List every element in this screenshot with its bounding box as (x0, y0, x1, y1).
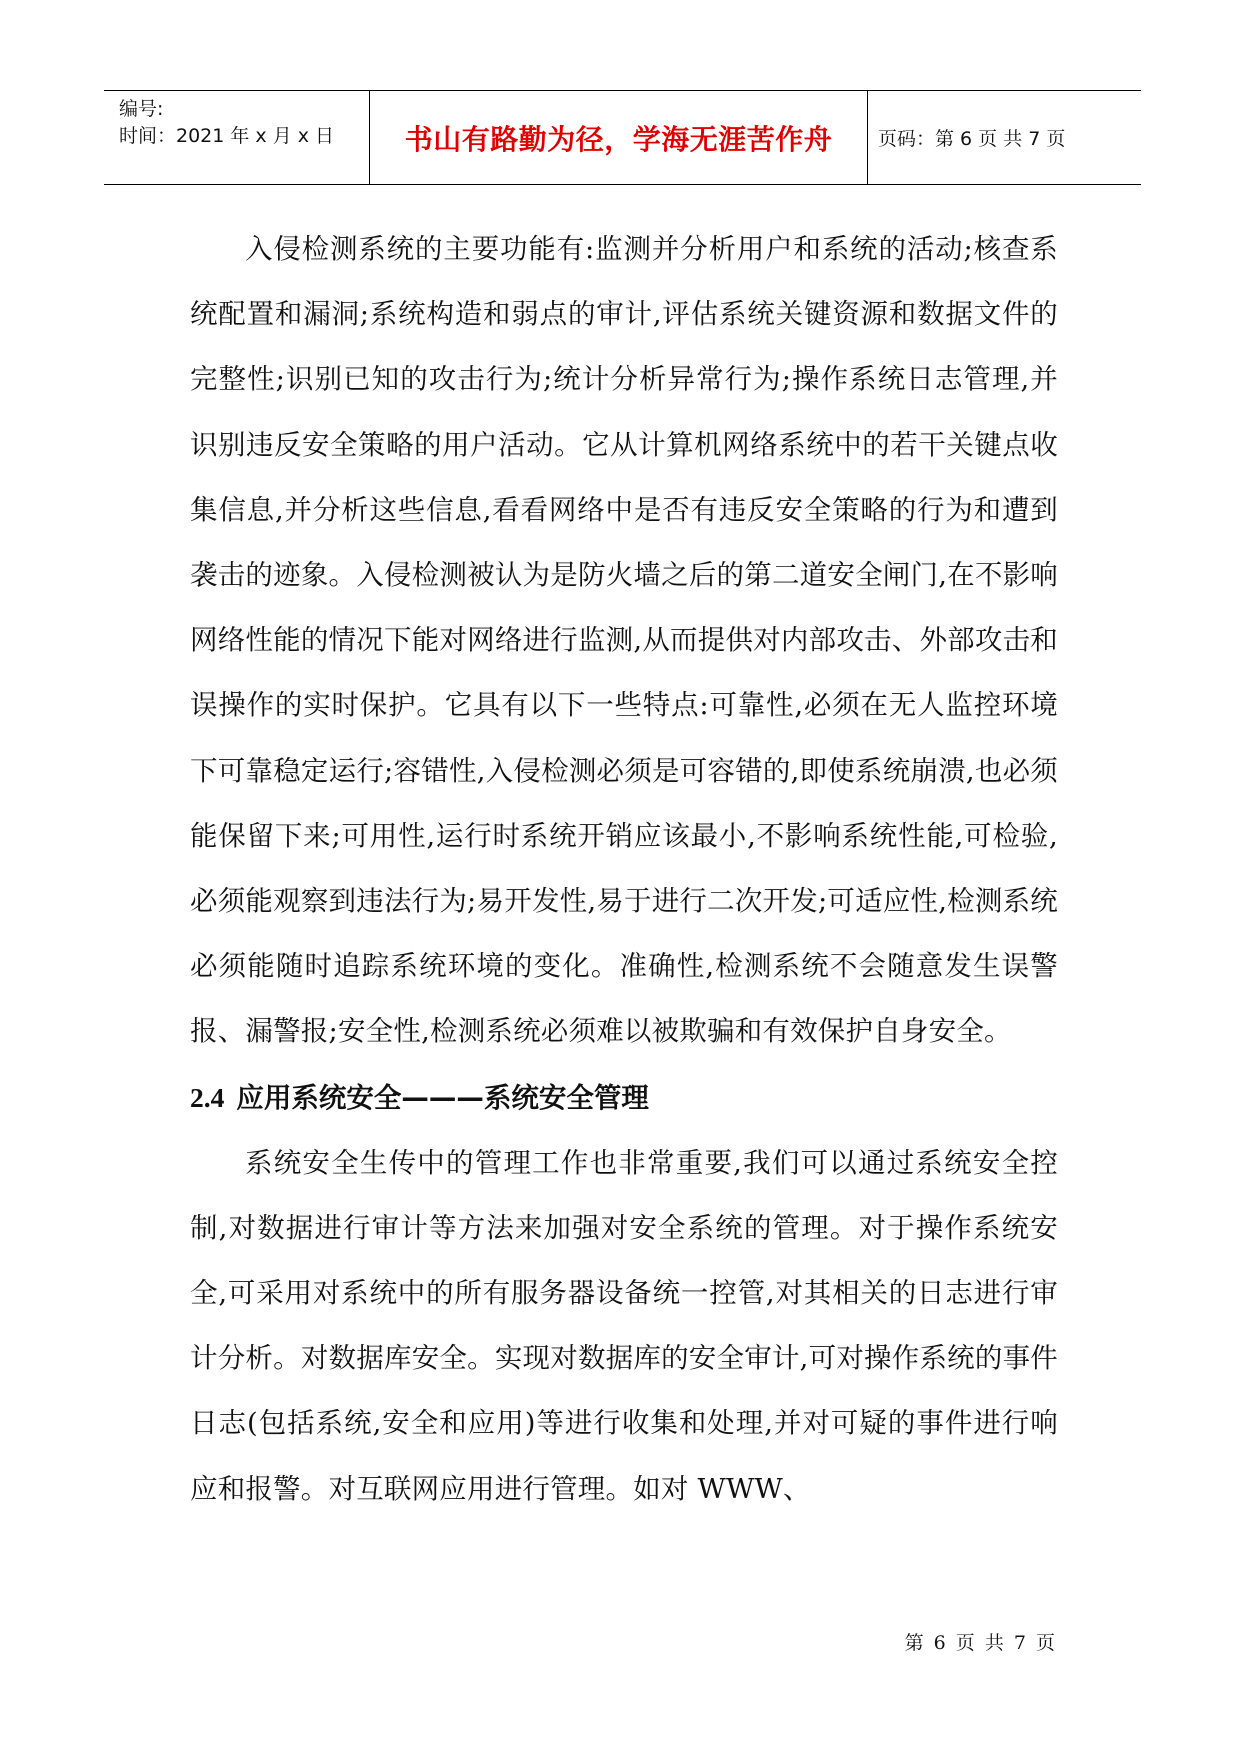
header-page-info: 页码：第 6 页 共 7 页 (878, 128, 1066, 150)
page-footer: 第 6 页 共 7 页 (904, 1632, 1057, 1654)
header-motto: 书山有路勤为径，学海无涯苦作舟 (404, 122, 833, 156)
header-page-cell (868, 91, 1141, 184)
header-motto-cell (369, 91, 868, 184)
header-meta-cell (104, 91, 369, 184)
time-label: 时间：2021 年 x 月 x 日 (119, 125, 335, 147)
section-title: 应用系统安全———系统安全管理 (236, 1081, 649, 1114)
paragraph-system-security-management: 系统安全生传中的管理工作也非常重要,我们可以通过系统安全控制,对数据进行审计等方法来加强对安全系统的管理。对于操作系统安全,可采用对系统中的所有服务器设备统一控管,对其相关的日志进行审计分析。对数据库安全。实现对数据库的安全审计,可对操作系统的事件日志(包括系统,安全和应用)等进行收集和处理,并对可疑的事件进行响应和报警。对互联网应用进行管理。如对 WWW、 (190, 1146, 1058, 1505)
section-number: 2.4 (190, 1081, 225, 1113)
document-body (190, 217, 1058, 1522)
document-header (104, 90, 1141, 185)
serial-number-label: 编号: (119, 98, 164, 120)
paragraph-intrusion-detection: 入侵检测系统的主要功能有:监测并分析用户和系统的活动;核查系统配置和漏洞;系统构造和弱点的审计,评估系统关键资源和数据文件的完整性;识别已知的攻击行为;统计分析异常行为;操作系统日志管理,并识别违反安全策略的用户活动。它从计算机网络系统中的若干关键点收集信息,并分析这些信息,看看网络中是否有违反安全策略的行为和遭到袭击的迹象。入侵检测被认为是防火墙之后的第二道安全闸门,在不影响网络性能的情况下能对网络进行监测,从而提供对内部攻击、外部攻击和误操作的实时保护。它具有以下一些特点:可靠性,必须在无人监控环境下可靠稳定运行;容错性,入侵检测必须是可容错的,即使系统崩溃,也必须能保留下来;可用性,运行时系统开销应该最小,不影响系统性能,可检验,必须能观察到违法行为;易开发性,易于进行二次开发;可适应性,检测系统必须能随时追踪系统环境的变化。准确性,检测系统不会随意发生误警报、漏警报;安全性,检测系统必须难以被欺骗和有效保护自身安全。 (190, 233, 1058, 1048)
section-heading (190, 1065, 1058, 1131)
